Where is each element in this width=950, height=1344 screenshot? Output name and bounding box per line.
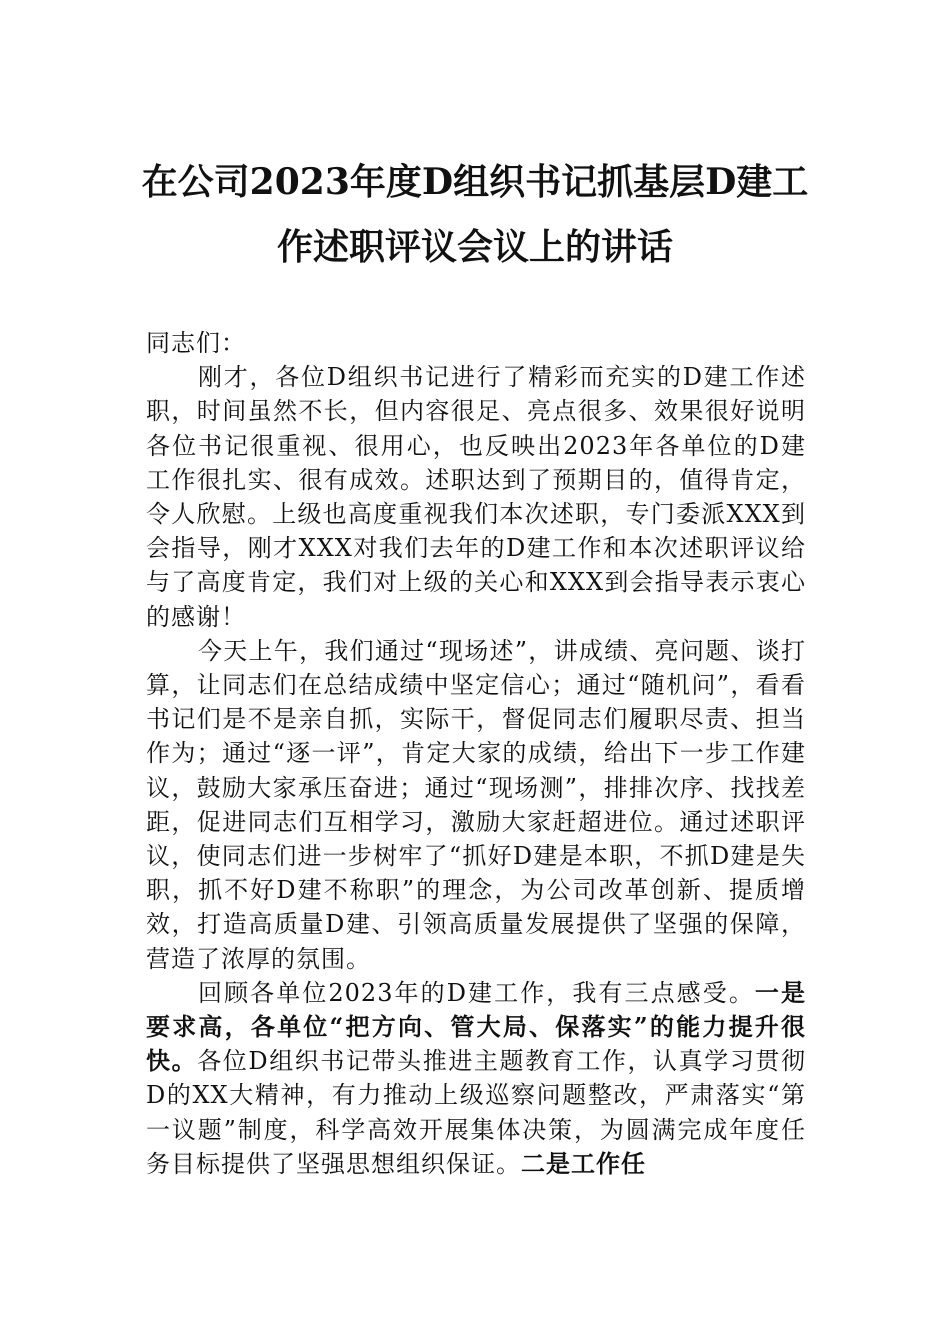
document-body (146, 326, 806, 1181)
paragraph-3-point-1-heading: 一是要求高，各单位“把方向、管大局、保落实”的能力提升很快。 (146, 977, 807, 1076)
document-title (138, 150, 812, 280)
paragraph-3-intro: 回顾各单位2023年的D建工作，我有三点感受。 (198, 978, 755, 1007)
paragraph-3-point-1-text: 各位D组织书记带头推进主题教育工作，认真学习贯彻D的XX大精神，有力推动上级巡察问题整改，严肃落实“第一议题”制度，科学高效开展集体决策，为圆满完成年度任务目标提供了坚强思想组织保证。 (146, 1047, 806, 1178)
paragraph-2: 今天上午，我们通过“现场述”，讲成绩、亮问题、谈打算，让同志们在总结成绩中坚定信心；通过“随机问”，看看书记们是不是亲自抓，实际干，督促同志们履职尽责、担当作为；通过“逐一评”，肯定大家的成绩，给出下一步工作建议，鼓励大家承压奋进；通过“现场测”，排排次序、找找差距，促进同志们互相学习，激励大家赶超进位。通过述职评议，使同志们进一步树牢了“抓好D建是本职，不抓D建是失职，抓不好D建不称职”的理念，为公司改革创新、提质增效，打造高质量D建、引领高质量发展提供了坚强的保障，营造了浓厚的氛围。 (146, 636, 806, 973)
paragraph-3 (146, 976, 806, 1181)
title-line-2: 作述职评议会议上的讲话 (276, 226, 673, 268)
salutation: 同志们： (146, 329, 246, 357)
paragraph-1: 刚才，各位D组织书记进行了精彩而充实的D建工作述职，时间虽然不长，但内容很足、亮点很多、效果很好说明各位书记很重视、很用心，也反映出2023年各单位的D建工作很扎实、很有成效。述职达到了预期目的，值得肯定，令人欣慰。上级也高度重视我们本次述职，专门委派XXX到会指导，刚才XXX对我们去年的D建工作和本次述职评议给与了高度肯定，我们对上级的关心和XXX到会指导表示衷心的感谢！ (146, 363, 806, 631)
paragraph-3-point-2-heading: 二是工作任 (521, 1148, 646, 1178)
title-line-1: 在公司2023年度D组织书记抓基层D建工 (141, 161, 809, 203)
